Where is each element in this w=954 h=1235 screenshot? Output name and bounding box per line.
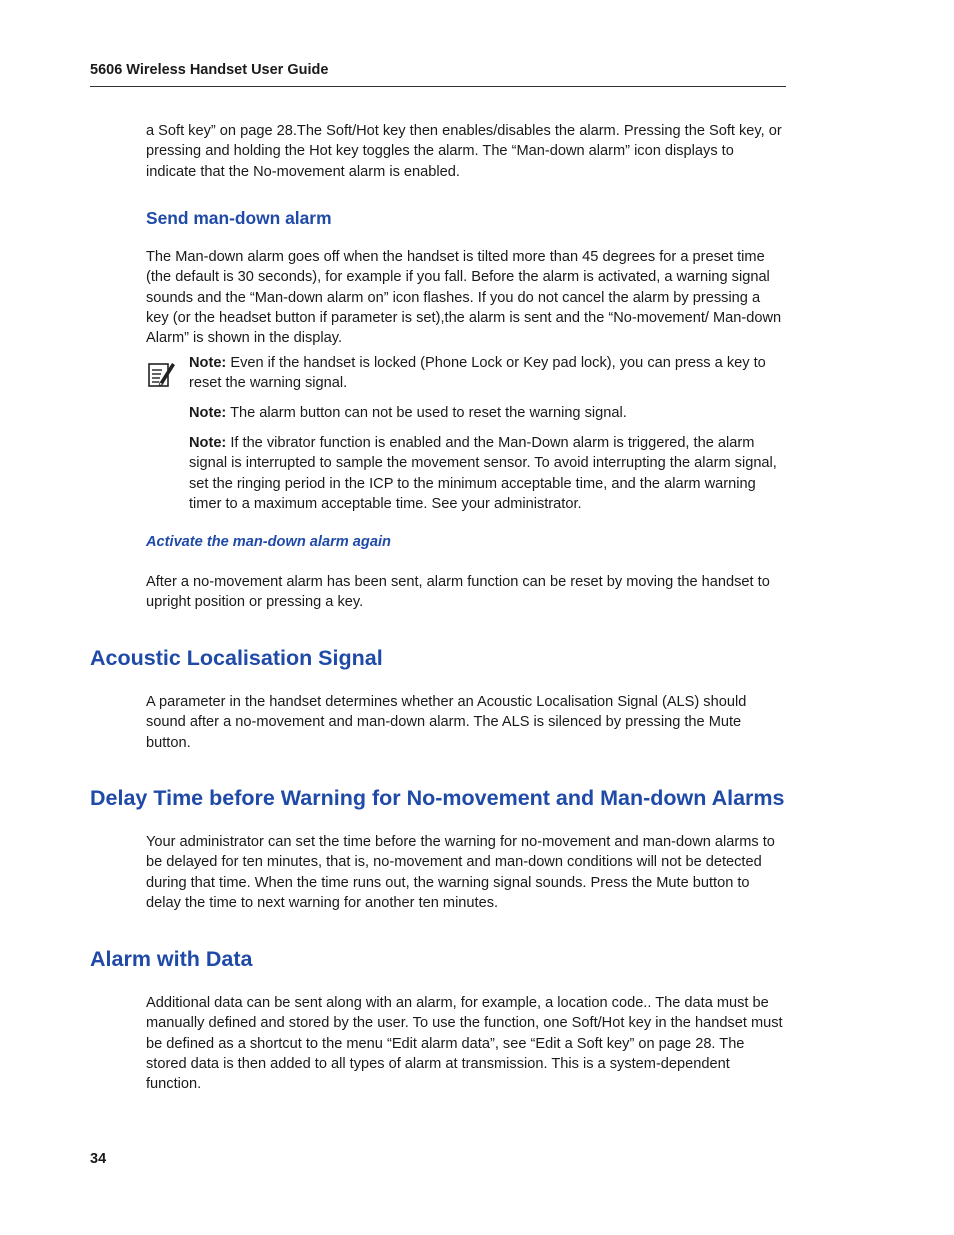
note-label: Note: [189,355,227,371]
send-man-down-heading: Send man-down alarm [146,208,332,228]
delay-heading: Delay Time before Warning for No-movement and Man-down Alarms [90,786,785,810]
activate-again-heading: Activate the man-down alarm again [146,534,391,550]
note-text: If the vibrator function is enabled and the Man-Down alarm is triggered, the alarm signal is interrupted to sample the movement sensor. To avoid interrupting the alarm signal, set the ringing period in the ICP to the minimum acceptable time, and the alarm warning timer to a maximum acceptable time. See your administrator. [189,435,777,512]
activate-again-paragraph: After a no-movement alarm has been sent, alarm function can be reset by moving the handset to upright position or pressing a key. [146,574,770,611]
note-2 [189,403,789,423]
note-1 [189,353,789,394]
note-text: The alarm button can not be used to reset the warning signal. [226,405,627,421]
note-label: Note: [189,405,227,421]
send-man-down-paragraph: The Man-down alarm goes off when the handset is tilted more than 45 degrees for a preset time (the default is 30 seconds), for example if you fall. Before the alarm is activated, a warning signal sounds and the “Man-down alarm on” icon flashes. If you do not cancel the alarm by pressing a key (or the headset button if parameter is set),the alarm is sent and the “No-movement/ Man-down Alarm” is shown in the display. [146,249,782,347]
note-label: Note: [189,435,227,451]
page-header: 5606 Wireless Handset User Guide [90,62,786,87]
alarm-data-paragraph: Additional data can be sent along with an alarm, for example, a location code.. The data must be manually defined and stored by the user. To use the function, one Soft/Hot key in the handset must be defined as a shortcut to the menu “Edit alarm data”, see “Edit a Soft key” on page 28. The stored data is then added to all types of alarm at transmission. This is a system-dependent function. [146,995,783,1093]
note-3 [189,433,789,514]
acoustic-paragraph: A parameter in the handset determines whether an Acoustic Localisation Signal (ALS) should sound after a no-movement and man-down alarm. The ALS is silenced by pressing the Mute button. [146,694,747,751]
note-pencil-icon [147,359,177,389]
acoustic-heading: Acoustic Localisation Signal [90,646,383,670]
note-text: Even if the handset is locked (Phone Lock or Key pad lock), you can press a key to reset the warning signal. [189,355,766,392]
alarm-data-heading: Alarm with Data [90,947,253,971]
delay-paragraph: Your administrator can set the time before the warning for no-movement and man-down alarms to be delayed for ten minutes, that is, no-movement and man-down conditions will not be detected during that time. When the time runs out, the warning signal sounds. Press the Mute button to delay the time to next warning for another ten minutes. [146,834,775,911]
page-number: 34 [90,1151,107,1167]
intro-paragraph: a Soft key” on page 28.The Soft/Hot key then enables/disables the alarm. Pressing the Soft key, or pressing and holding the Hot key toggles the alarm. The “Man-down alarm” icon displays to indicate that the No-movement alarm is enabled. [146,123,782,180]
